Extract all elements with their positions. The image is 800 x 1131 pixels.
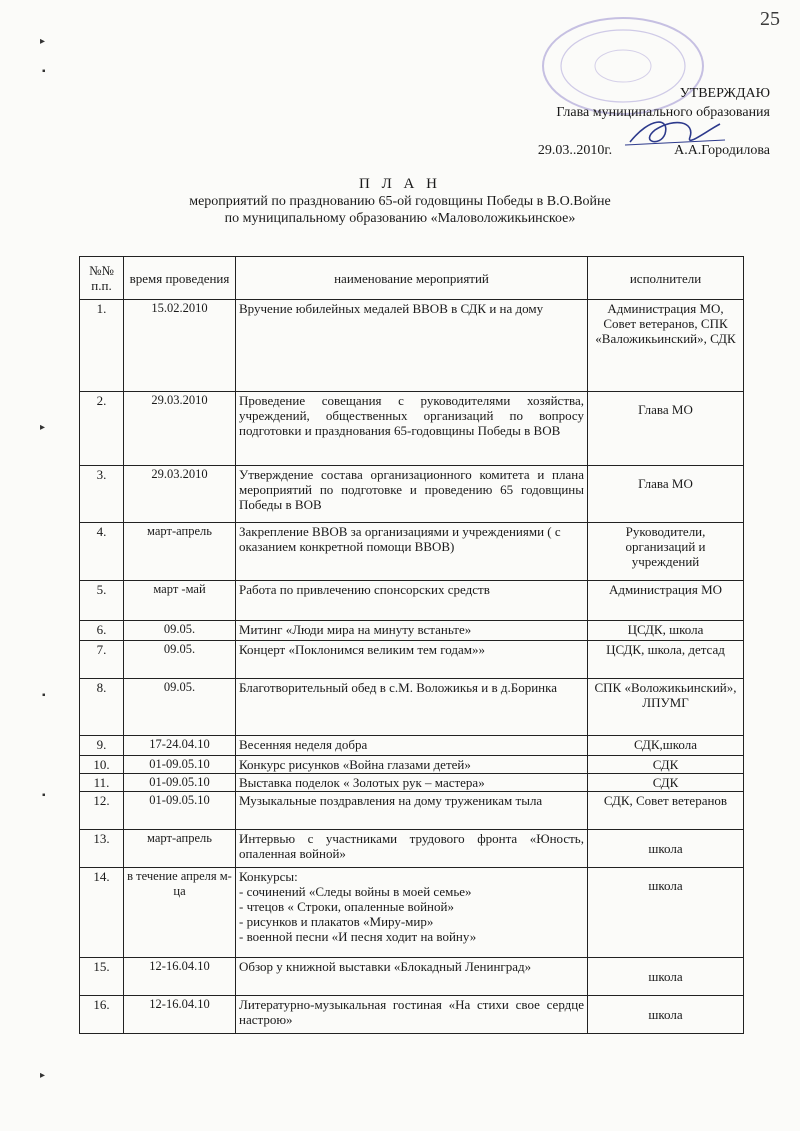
title-subtitle-1: мероприятий по празднованию 65-ой годовщины Победы в В.О.Войне bbox=[189, 194, 611, 209]
row-executors: Администрация МО, Совет ветеранов, СПК «Валожикьинский», СДК bbox=[588, 300, 744, 392]
page-number: 25 bbox=[760, 8, 780, 30]
scan-dot: ▪ bbox=[42, 66, 46, 77]
table-row bbox=[80, 392, 744, 466]
row-date: 09.05. bbox=[124, 641, 236, 679]
row-number: 7. bbox=[80, 641, 124, 679]
row-executors: школа bbox=[588, 996, 744, 1034]
table-row bbox=[80, 641, 744, 679]
row-executors: школа bbox=[588, 868, 744, 958]
row-event: Выставка поделок « Золотых рук – мастера» bbox=[236, 774, 588, 792]
row-number: 9. bbox=[80, 736, 124, 756]
scan-dot: ▸ bbox=[40, 422, 46, 433]
row-executors: СПК «Воложикьинский», ЛПУМГ bbox=[588, 679, 744, 736]
row-date: март -май bbox=[124, 581, 236, 621]
scan-dot: ▸ bbox=[40, 1070, 46, 1081]
row-executors: школа bbox=[588, 958, 744, 996]
row-date: 29.03.2010 bbox=[124, 466, 236, 523]
row-event: Вручение юбилейных медалей ВВОВ в СДК и на дому bbox=[236, 300, 588, 392]
header-number: №№ п.п. bbox=[80, 257, 124, 300]
event-line: - сочинений «Следы войны в моей семье» bbox=[239, 884, 472, 899]
row-executors: СДК bbox=[588, 756, 744, 774]
row-number: 5. bbox=[80, 581, 124, 621]
row-number: 2. bbox=[80, 392, 124, 466]
row-number: 13. bbox=[80, 830, 124, 868]
row-event: Интервью с участниками трудового фронта «Юность, опаленная войной» bbox=[236, 830, 588, 868]
title-subtitle-2: по муниципальному образованию «Маловоложикьинское» bbox=[224, 211, 576, 226]
row-event: Конкурс рисунков «Война глазами детей» bbox=[236, 756, 588, 774]
table-row bbox=[80, 868, 744, 958]
row-executors: школа bbox=[588, 830, 744, 868]
row-executors: ЦСДК, школа, детсад bbox=[588, 641, 744, 679]
table-row bbox=[80, 621, 744, 641]
row-date: 12-16.04.10 bbox=[124, 996, 236, 1034]
row-number: 12. bbox=[80, 792, 124, 830]
row-executors: ЦСДК, школа bbox=[588, 621, 744, 641]
row-number: 11. bbox=[80, 774, 124, 792]
approver-position: Глава муниципального образования bbox=[556, 105, 770, 120]
event-line: - военной песни «И песня ходит на войну» bbox=[239, 929, 477, 944]
row-date: 09.05. bbox=[124, 679, 236, 736]
header-event: наименование мероприятий bbox=[236, 257, 588, 300]
table-row bbox=[80, 523, 744, 581]
row-date: 17-24.04.10 bbox=[124, 736, 236, 756]
row-date: 29.03.2010 bbox=[124, 392, 236, 466]
row-date: в течение апреля м-ца bbox=[124, 868, 236, 958]
row-event: Обзор у книжной выставки «Блокадный Ленинград» bbox=[236, 958, 588, 996]
header-executors: исполнители bbox=[588, 257, 744, 300]
row-number: 14. bbox=[80, 868, 124, 958]
row-number: 4. bbox=[80, 523, 124, 581]
table-row bbox=[80, 581, 744, 621]
row-event: Весенняя неделя добра bbox=[236, 736, 588, 756]
row-executors: Глава МО bbox=[588, 392, 744, 466]
event-line: - рисунков и плакатов «Миру-мир» bbox=[239, 914, 434, 929]
row-date: март-апрель bbox=[124, 523, 236, 581]
row-executors: Администрация МО bbox=[588, 581, 744, 621]
table-row bbox=[80, 958, 744, 996]
scan-dot: ▸ bbox=[40, 36, 46, 47]
row-date: 15.02.2010 bbox=[124, 300, 236, 392]
title-plan: П Л А Н bbox=[359, 176, 441, 192]
row-date: 01-09.05.10 bbox=[124, 792, 236, 830]
approver-name: А.А.Городилова bbox=[674, 143, 770, 158]
table-header-row bbox=[80, 257, 744, 300]
handwritten-signature bbox=[620, 112, 730, 154]
row-number: 8. bbox=[80, 679, 124, 736]
approve-label: УТВЕРЖДАЮ bbox=[679, 86, 770, 101]
row-date: 12-16.04.10 bbox=[124, 958, 236, 996]
row-event: Литературно-музыкальная гостиная «На стихи свое сердце настрою» bbox=[236, 996, 588, 1034]
row-event bbox=[236, 868, 588, 958]
row-date: 09.05. bbox=[124, 621, 236, 641]
row-number: 3. bbox=[80, 466, 124, 523]
table-row bbox=[80, 774, 744, 792]
row-number: 1. bbox=[80, 300, 124, 392]
row-event: Концерт «Поклонимся великим тем годам»» bbox=[236, 641, 588, 679]
row-date: 01-09.05.10 bbox=[124, 756, 236, 774]
row-event: Благотворительный обед в с.М. Воложикья и в д.Боринка bbox=[236, 679, 588, 736]
header-date: время проведения bbox=[124, 257, 236, 300]
table-row bbox=[80, 736, 744, 756]
event-line: Конкурсы: bbox=[239, 869, 298, 884]
table-row bbox=[80, 756, 744, 774]
table-row bbox=[80, 300, 744, 392]
row-event: Проведение совещания с руководителями хозяйства, учреждений, общественных организаций по вопросу подготовки и празднования 65-годовщины Победы в ВОВ bbox=[236, 392, 588, 466]
table-row bbox=[80, 996, 744, 1034]
row-event: Музыкальные поздравления на дому труженикам тыла bbox=[236, 792, 588, 830]
table-row bbox=[80, 466, 744, 523]
row-date: март-апрель bbox=[124, 830, 236, 868]
row-executors: СДК, Совет ветеранов bbox=[588, 792, 744, 830]
row-number: 15. bbox=[80, 958, 124, 996]
row-executors: Руководители, организаций и учреждений bbox=[588, 523, 744, 581]
row-executors: СДК bbox=[588, 774, 744, 792]
events-plan-table bbox=[79, 256, 744, 1034]
document-title bbox=[0, 176, 800, 227]
approval-date: 29.03..2010г. bbox=[537, 143, 613, 158]
table-row bbox=[80, 679, 744, 736]
event-line: - чтецов « Строки, опаленные войной» bbox=[239, 899, 454, 914]
row-executors: Глава МО bbox=[588, 466, 744, 523]
row-date: 01-09.05.10 bbox=[124, 774, 236, 792]
row-event: Митинг «Люди мира на минуту встаньте» bbox=[236, 621, 588, 641]
row-event: Утверждение состава организационного комитета и плана мероприятий по подготовке и проведению 65 годовщины Победы в ВОВ bbox=[236, 466, 588, 523]
row-event: Закрепление ВВОВ за организациями и учреждениями ( с оказанием конкретной помощи ВВОВ) bbox=[236, 523, 588, 581]
row-number: 6. bbox=[80, 621, 124, 641]
scan-dot: ▪ bbox=[42, 690, 46, 701]
row-event: Работа по привлечению спонсорских средств bbox=[236, 581, 588, 621]
row-executors: СДК,школа bbox=[588, 736, 744, 756]
scan-dot: ▪ bbox=[42, 790, 46, 801]
row-number: 16. bbox=[80, 996, 124, 1034]
table-row bbox=[80, 792, 744, 830]
row-number: 10. bbox=[80, 756, 124, 774]
table-row bbox=[80, 830, 744, 868]
